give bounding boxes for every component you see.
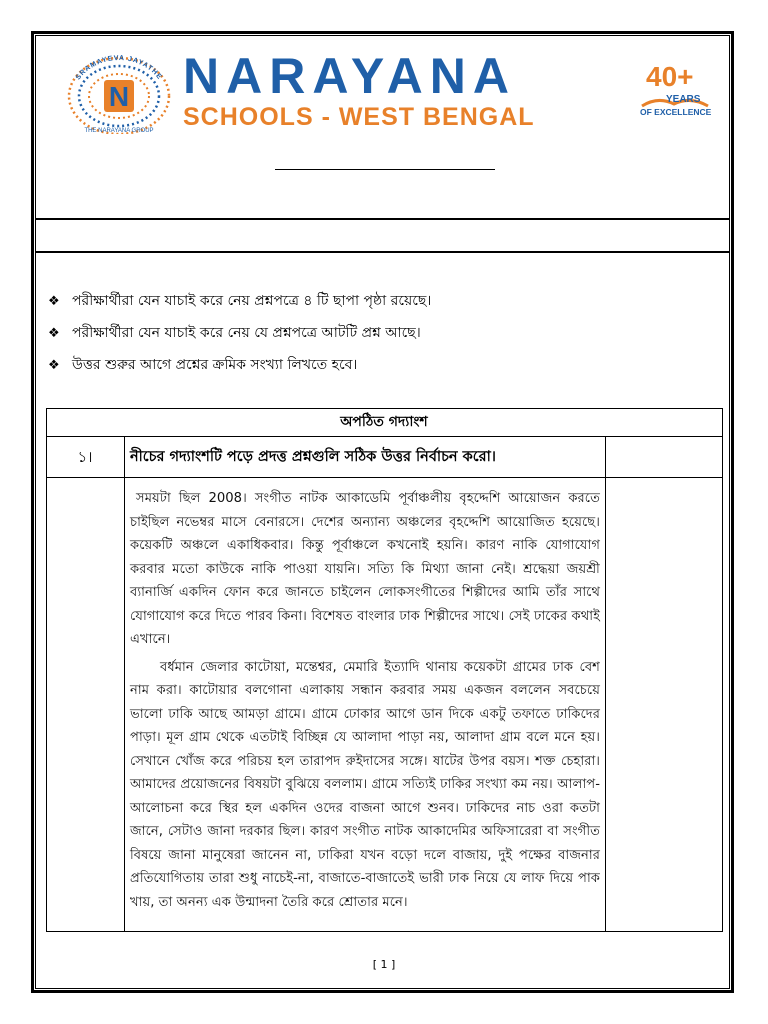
years-of-excellence-badge — [636, 62, 716, 124]
table-col-divider — [605, 436, 606, 932]
badge-number: 40+ — [646, 61, 694, 92]
instructions-list — [48, 286, 728, 382]
passage-text — [130, 487, 600, 918]
brand-subtitle: SCHOOLS - WEST BENGAL — [183, 103, 535, 131]
emblem-top-text: SRAMAYEVA JAYATHE — [74, 54, 164, 82]
instruction-item — [48, 318, 728, 348]
divider-bottom — [35, 251, 730, 253]
question-number: ১। — [77, 448, 93, 466]
instruction-text: উত্তর শুরুর আগে প্রশ্নের ক্রমিক সংখ্যা লিখতে হবে। — [72, 357, 358, 373]
emblem-bottom-text: THE NARAYANA GROUP — [84, 128, 154, 134]
badge-years: YEARS — [666, 94, 701, 105]
title-underline — [275, 169, 495, 170]
instruction-item — [48, 286, 728, 316]
diamond-bullet-icon: ❖ — [48, 357, 60, 373]
badge-tagline: OF EXCELLENCE — [640, 107, 712, 117]
emblem-letter: N — [108, 81, 130, 112]
instruction-item — [48, 350, 728, 380]
diamond-bullet-icon: ❖ — [48, 293, 60, 309]
instruction-text: পরীক্ষার্থীরা যেন যাচাই করে নেয় প্রশ্নপত্রে ৪ টি ছাপা পৃষ্ঠা রয়েছে। — [72, 293, 432, 309]
brand-title: NARAYANA — [183, 48, 516, 104]
instruction-text: পরীক্ষার্থীরা যেন যাচাই করে নেয় যে প্রশ্নপত্রে আটটি প্রশ্ন আছে। — [72, 325, 421, 341]
table-col-divider — [124, 436, 125, 932]
table-row-divider — [46, 477, 723, 478]
page-number: [ 1 ] — [372, 958, 396, 971]
divider-top — [35, 218, 730, 220]
section-heading: অপঠিত গদ্যাংশ — [340, 414, 428, 430]
passage-paragraph: সময়টা ছিল 2008। সংগীত নাটক আকাডেমি পূর্বাঞ্চলীয় বৃহদ্দেশি আয়োজন করতে চাইছিল নভেম্বর মাসে বেনারসে। দেশের অন্যান্য অঞ্চলের বৃহদ্দেশি আয়োজিত হয়েছে। কয়েকটি অঞ্চলে একাধিকবার। কিন্তু পূর্বাঞ্চলে কখনোই হয়নি। কারণ নাকি যোগাযোগ করবার মতো কাউকে নাকি পাওয়া যায়নি। সত্যি কি মিথ্যা জানা নেই। শ্রদ্ধেয়া জয়শ্রী ব্যানার্জি একদিন ফোন করে জানতে চাইলেন লোকসংগীতের শিল্পীদের আমি তাঁর সাথে যোগাযোগ করে দিতে পারব কিনা। বিশেষত বাংলার ঢাক শিল্পীদের সাথে। সেই ঢাকের কথাই এখানে। — [130, 491, 600, 647]
passage-paragraph: বর্ধমান জেলার কাটোয়া, মন্তেশ্বর, মেমারি ইত্যাদি থানায় কয়েকটা গ্রামের ঢাক বেশ নাম করা। কাটোয়ার বলগোনা এলাকায় সন্ধান করবার সময় একজন বললেন সবচেয়ে ভালো ঢাকি আছে আমড়া গ্রামে। গ্রামে ঢোকার আগে ডান দিকে একটু তফাতে ঢাকিদের পাড়া। মূল গ্রাম থেকে এতটাই বিচ্ছিন্ন যে আলাদা পাড়া নয়, আলাদা গ্রাম বলে মনে হয়। সেখানে খোঁজ করে পরিচয় হল তারাপদ রুইদাসের সঙ্গে। ষাটের উপর বয়স। শক্ত চেহারা। আমাদের প্রয়োজনের বিষয়টা বুঝিয়ে বললাম। গ্রামে সত্যিই ঢাকির সংখ্যা কম নয়। আলাপ-আলোচনা করে স্থির হল একদিন ওদের বাজনা আগে শুনব। ঢাকিদের নাচ ওরা কতটা জানে, সেটাও জানা দরকার ছিল। কারণ সংগীত নাটক আকাদেমির অফিসারেরা বা সংগীত বিষয়ে জানা মানুষেরা জানেন না, ঢাকিরা যখন বড়ো দলে বাজায়, দুই পক্ষের বাজনার প্রতিযোগিতায় তারা শুধু নাচেই-না, বাজাতে-বাজাতেই ভারী ঢাক নিয়ে যে লাফ দিয়ে পাক খায়, তা অনন্য এক উন্মাদনা তৈরি করে শ্রোতার মনে। — [130, 659, 600, 910]
question-text: নীচের গদ্যাংশটি পড়ে প্রদত্ত প্রশ্নগুলি সঠিক উত্তর নির্বাচন করো। — [130, 449, 496, 465]
narayana-emblem-logo — [60, 44, 178, 134]
diamond-bullet-icon: ❖ — [48, 325, 60, 341]
